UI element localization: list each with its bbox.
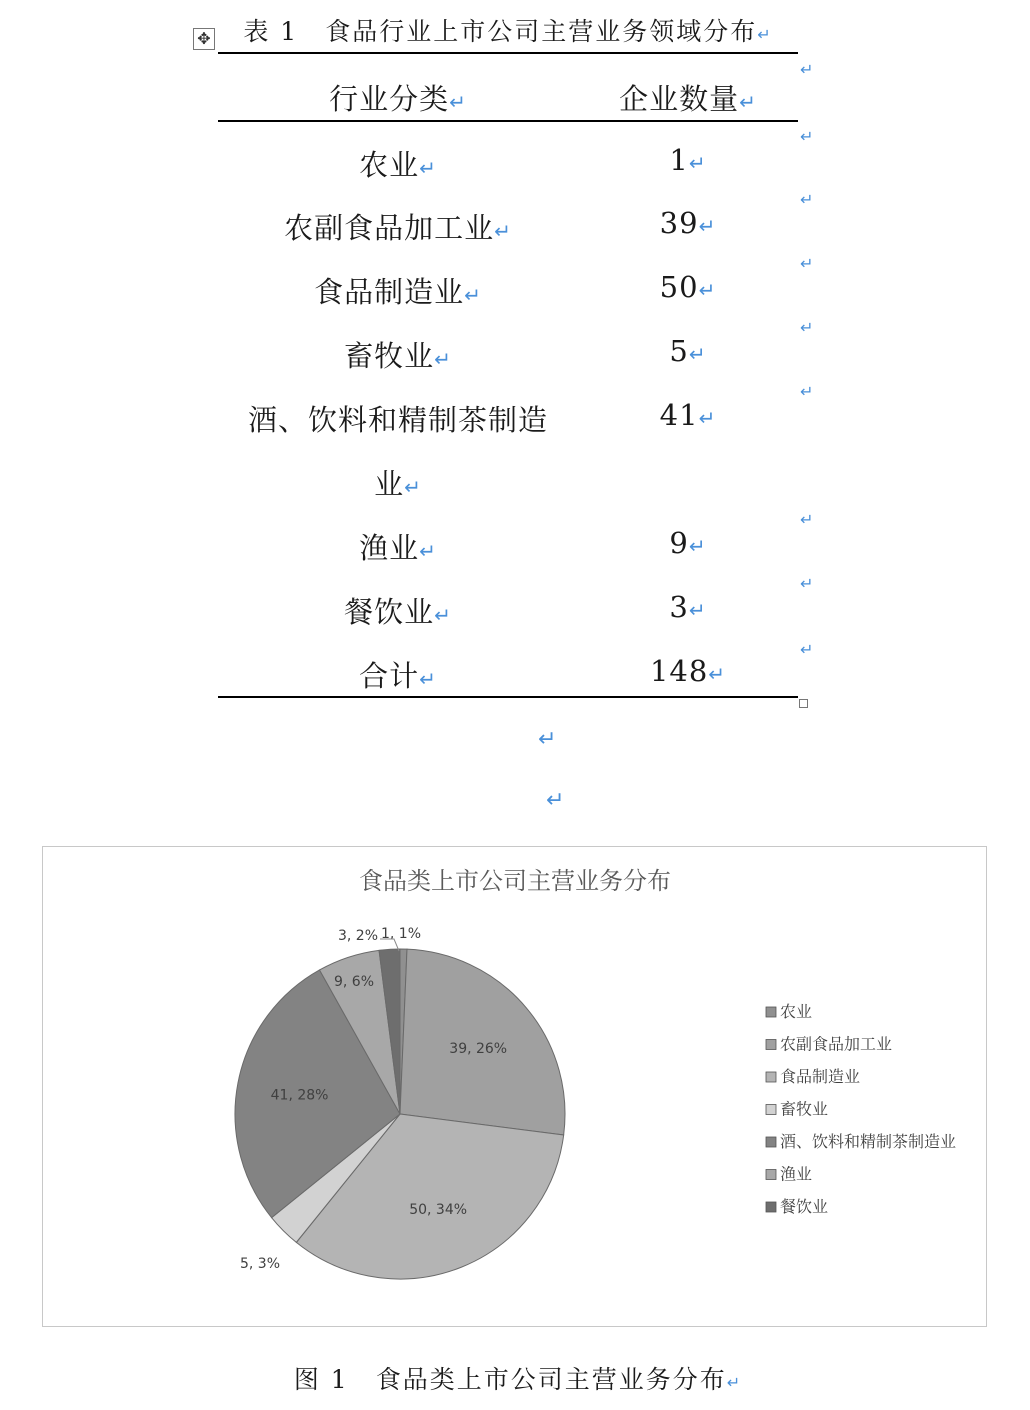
table-move-handle-icon[interactable]: ✥: [193, 28, 215, 50]
row-end-mark: ↵: [800, 382, 814, 401]
figure-caption: 图 1 食品类上市公司主营业务分布↵: [293, 1365, 743, 1394]
legend-label: 食品制造业: [780, 1067, 861, 1086]
table-row-count: 9↵: [669, 526, 707, 560]
pie-data-label: 39, 26%: [449, 1041, 508, 1058]
row-end-mark: ↵: [800, 60, 814, 79]
pie-data-label: 5, 3%: [239, 1256, 281, 1272]
legend-swatch: [766, 1202, 776, 1212]
table-row-category: 餐饮业↵: [344, 595, 452, 629]
legend-label: 渔业: [780, 1164, 813, 1184]
legend-swatch: [766, 1170, 776, 1180]
row-end-mark: ↵: [800, 640, 814, 659]
table-row-count: 5↵: [669, 334, 707, 368]
table-row-category: 食品制造业↵: [314, 275, 482, 309]
pie-data-label: 3, 2%: [337, 928, 379, 944]
row-end-mark: ↵: [800, 190, 814, 209]
empty-paragraph-mark: ↵: [538, 727, 557, 752]
legend-item[interactable]: [766, 1067, 860, 1086]
table-row-count: 1↵: [669, 143, 707, 177]
legend-item[interactable]: [766, 1035, 892, 1054]
table-resize-handle[interactable]: [799, 699, 808, 708]
table-caption: [218, 12, 798, 48]
table-bottom-rule: [218, 696, 798, 698]
pie-chart: [43, 847, 986, 1326]
header-count: 企业数量↵: [619, 82, 757, 116]
pie-data-label: 1, 1%: [380, 926, 422, 942]
row-end-mark: ↵: [800, 574, 814, 593]
legend-label: 农副食品加工业: [780, 1034, 893, 1054]
table-row-count: 39↵: [659, 206, 717, 240]
row-end-mark: ↵: [800, 510, 814, 529]
table-row-category: 农业↵: [359, 148, 437, 182]
table-row-category: 农副食品加工业↵: [284, 211, 512, 245]
table-row-category: 酒、饮料和精制茶制造: [247, 403, 548, 437]
legend-label: 畜牧业: [780, 1099, 829, 1119]
legend-swatch: [766, 1040, 776, 1050]
row-end-mark: ↵: [800, 254, 814, 273]
figure-caption-text: 图 1 食品类上市公司主营业务分布: [293, 1365, 727, 1394]
table-row-count: 50↵: [659, 270, 717, 304]
legend-item[interactable]: [766, 1165, 812, 1184]
legend-item[interactable]: [766, 1002, 812, 1021]
empty-paragraph-mark: ↵: [546, 788, 565, 813]
table-row-total-label: 合计↵: [359, 659, 437, 693]
pie-chart-frame[interactable]: [42, 846, 987, 1327]
table-row-category: 畜牧业↵: [344, 339, 452, 373]
legend-label: 农业: [780, 1002, 813, 1021]
chart-title: 食品类上市公司主营业务分布: [359, 867, 671, 895]
table-row-total-count: 148↵: [649, 654, 727, 688]
table-row-count: 41↵: [659, 398, 717, 432]
table-row-count: 3↵: [669, 590, 707, 624]
legend-swatch: [766, 1137, 776, 1147]
legend-swatch: [766, 1105, 776, 1115]
table-row-category: 渔业↵: [359, 531, 437, 565]
table-row-category-continued: 业↵: [374, 467, 422, 501]
legend-item[interactable]: [766, 1132, 956, 1151]
legend-label: 酒、饮料和精制茶制造业: [780, 1132, 957, 1151]
legend-swatch: [766, 1007, 776, 1017]
legend-item[interactable]: [766, 1197, 828, 1216]
paragraph-mark: ↵: [757, 25, 773, 44]
pie-data-label: 41, 28%: [270, 1087, 329, 1104]
pie-data-label: 50, 34%: [409, 1201, 468, 1218]
legend-label: 餐饮业: [780, 1197, 829, 1216]
pie-data-label: 9, 6%: [333, 974, 375, 990]
table-caption-text: 表 1 食品行业上市公司主营业务领域分布: [243, 17, 758, 46]
row-end-mark: ↵: [800, 318, 814, 337]
header-category: 行业分类↵: [329, 82, 467, 116]
row-end-mark: ↵: [800, 127, 814, 146]
table-top-rule: [218, 52, 798, 54]
legend-item[interactable]: [766, 1100, 828, 1119]
table-header-rule: [218, 120, 798, 122]
legend-swatch: [766, 1072, 776, 1082]
